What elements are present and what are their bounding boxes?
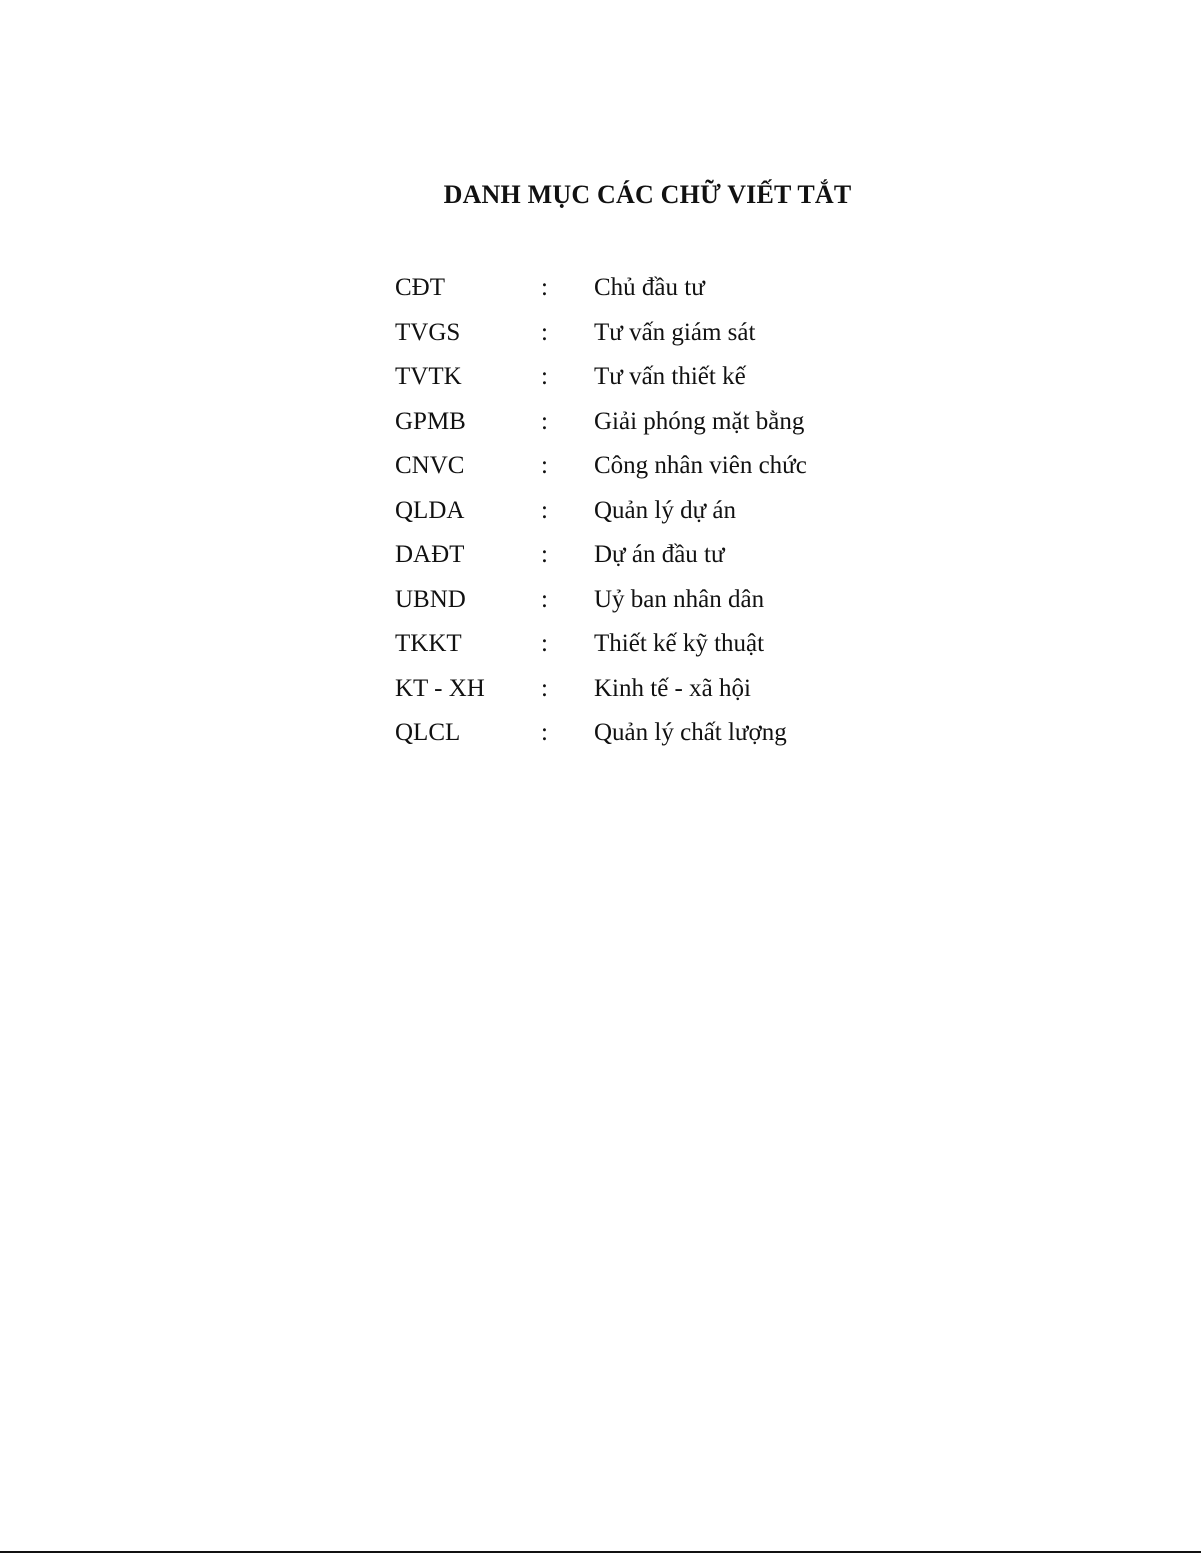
- abbreviation-meaning: Giải phóng mặt bằng: [594, 407, 805, 435]
- abbreviation-row: [395, 533, 915, 578]
- abbreviation-row: [395, 400, 915, 445]
- abbreviation-meaning: Dự án đầu tư: [594, 541, 725, 568]
- abbreviation-meaning: Kinh tế - xã hội: [594, 674, 751, 702]
- abbreviation-separator: :: [541, 496, 548, 524]
- abbreviation-row: [395, 667, 915, 712]
- abbreviation-term: CNVC: [395, 452, 465, 479]
- abbreviation-term: TVTK: [395, 363, 462, 390]
- abbreviation-term: GPMB: [395, 407, 466, 435]
- abbreviation-term: QLCL: [395, 719, 461, 746]
- abbreviation-term: QLDA: [395, 496, 465, 524]
- abbreviation-separator: :: [541, 674, 548, 702]
- abbreviation-separator: :: [541, 719, 548, 746]
- abbreviation-term: CĐT: [395, 274, 445, 301]
- abbreviation-separator: :: [541, 407, 548, 435]
- abbreviation-row: [395, 489, 915, 534]
- abbreviation-meaning: Thiết kế kỹ thuật: [594, 630, 765, 657]
- abbreviation-meaning: Tư vấn thiết kế: [594, 363, 746, 390]
- page-bottom-rule: [0, 1551, 1201, 1553]
- abbreviation-list: [395, 266, 915, 756]
- abbreviation-separator: :: [541, 541, 548, 568]
- abbreviation-meaning: Công nhân viên chức: [594, 452, 807, 479]
- abbreviation-row: [395, 311, 915, 356]
- abbreviation-meaning: Uỷ ban nhân dân: [594, 585, 765, 613]
- abbreviation-row: [395, 711, 915, 756]
- abbreviation-meaning: Quản lý dự án: [594, 496, 736, 524]
- abbreviation-separator: :: [541, 274, 548, 301]
- abbreviation-row: [395, 355, 915, 400]
- abbreviation-term: UBND: [395, 585, 466, 613]
- abbreviation-term: TKKT: [395, 630, 462, 657]
- abbreviation-term: TVGS: [395, 318, 461, 346]
- abbreviation-term: DAĐT: [395, 541, 465, 568]
- abbreviation-row: [395, 444, 915, 489]
- abbreviation-term: KT - XH: [395, 674, 485, 702]
- abbreviation-separator: :: [541, 363, 548, 390]
- abbreviation-separator: :: [541, 452, 548, 479]
- abbreviation-meaning: Chủ đầu tư: [594, 274, 705, 301]
- abbreviation-separator: :: [541, 318, 548, 346]
- abbreviation-separator: :: [541, 630, 548, 657]
- abbreviation-row: [395, 622, 915, 667]
- abbreviation-separator: :: [541, 585, 548, 613]
- page-title: DANH MỤC CÁC CHỮ VIẾT TẮT: [443, 180, 852, 209]
- abbreviation-meaning: Tư vấn giám sát: [594, 318, 756, 346]
- abbreviation-row: [395, 578, 915, 623]
- abbreviation-row: [395, 266, 915, 311]
- abbreviation-meaning: Quản lý chất lượng: [594, 719, 787, 746]
